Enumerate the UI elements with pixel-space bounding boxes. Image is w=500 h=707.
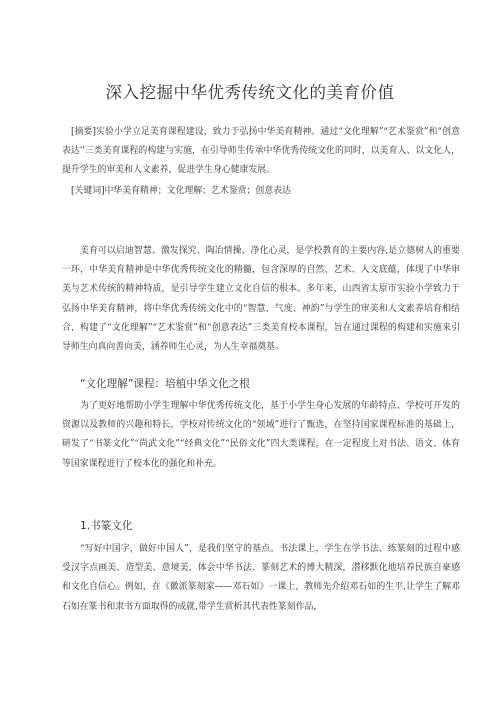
section-heading: “文化理解”课程：培植中华文化之根 [80, 378, 250, 390]
subsection-heading: 1.书篆文化 [80, 520, 133, 532]
subsection-paragraph: “写好中国字，做好中国人”，是我们坚守的基点。书法课上，学生在学书法、练篆刻的过程中感受汉字点画美、造型美、意境美，体会中华书法、篆刻艺术的博大精深，潜移默化地培养民族自豪感和文化自信心。例如，在《徽派篆刻家——邓石如》一课上，教师先介绍邓石如的生平,让学生了解邓石如在篆书和隶书方面取得的成就,带学生赏析其代表性篆刻作品， [62, 544, 460, 612]
abstract-paragraph: [摘要]实验小学立足美育课程建设，致力于弘扬中华美育精神。通过“文化理解”“艺术鉴赏”和“创意表达''三类美育课程的构建与实施，在引导师生传承中华优秀传统文化的同时，以美育人、以文化人，提升学生的审美和人文素养，促进学生身心健康发展。 [62, 127, 460, 176]
intro-paragraph: 美育可以启迪智慧、激发探究、陶冶情操、净化心灵，是学校教育的主要内容,是立德树人的重要一环，中华美育精神是中华优秀传统文化的精髓，包含深厚的自然、艺术、人文底蕴，体现了中华审美与艺术传统的精神特质，是引导学生建立文化自信的根本。多年来，山西省太原市实验小学致力于弘扬中华美育精神，将中华优秀传统文化中的“智慧、气度、神韵”与学生的审美和人文素养培育相结合，构建了“文化理解”“艺术鉴赏”和“创意表达”三类美育校本课程，旨在通过课程的构建和实施来引导师生向真向善向美，涵养师生心灵，为人生幸福奠基。 [62, 246, 460, 353]
keywords-paragraph: [关键词]中华美育精神；文化理解；艺术鉴赏；创意表达 [71, 186, 291, 196]
section-paragraph: 为了更好地帮助小学生理解中华优秀传统文化，基于小学生身心发展的年龄特点、学校可开发的资源以及教师的兴趣和特长，学校对传统文化的“领域”进行了甄选，在坚持国家课程标准的基础上，研发了“书篆文化”“尚武文化”“经典文化”“民俗文化”四大类课程，在一定程度上对书法、语文、体育等国家课程进行了校本化的强化和补充。 [62, 401, 460, 469]
article-title: 深入挖掘中华优秀传统文化的美育价值 [105, 83, 395, 102]
